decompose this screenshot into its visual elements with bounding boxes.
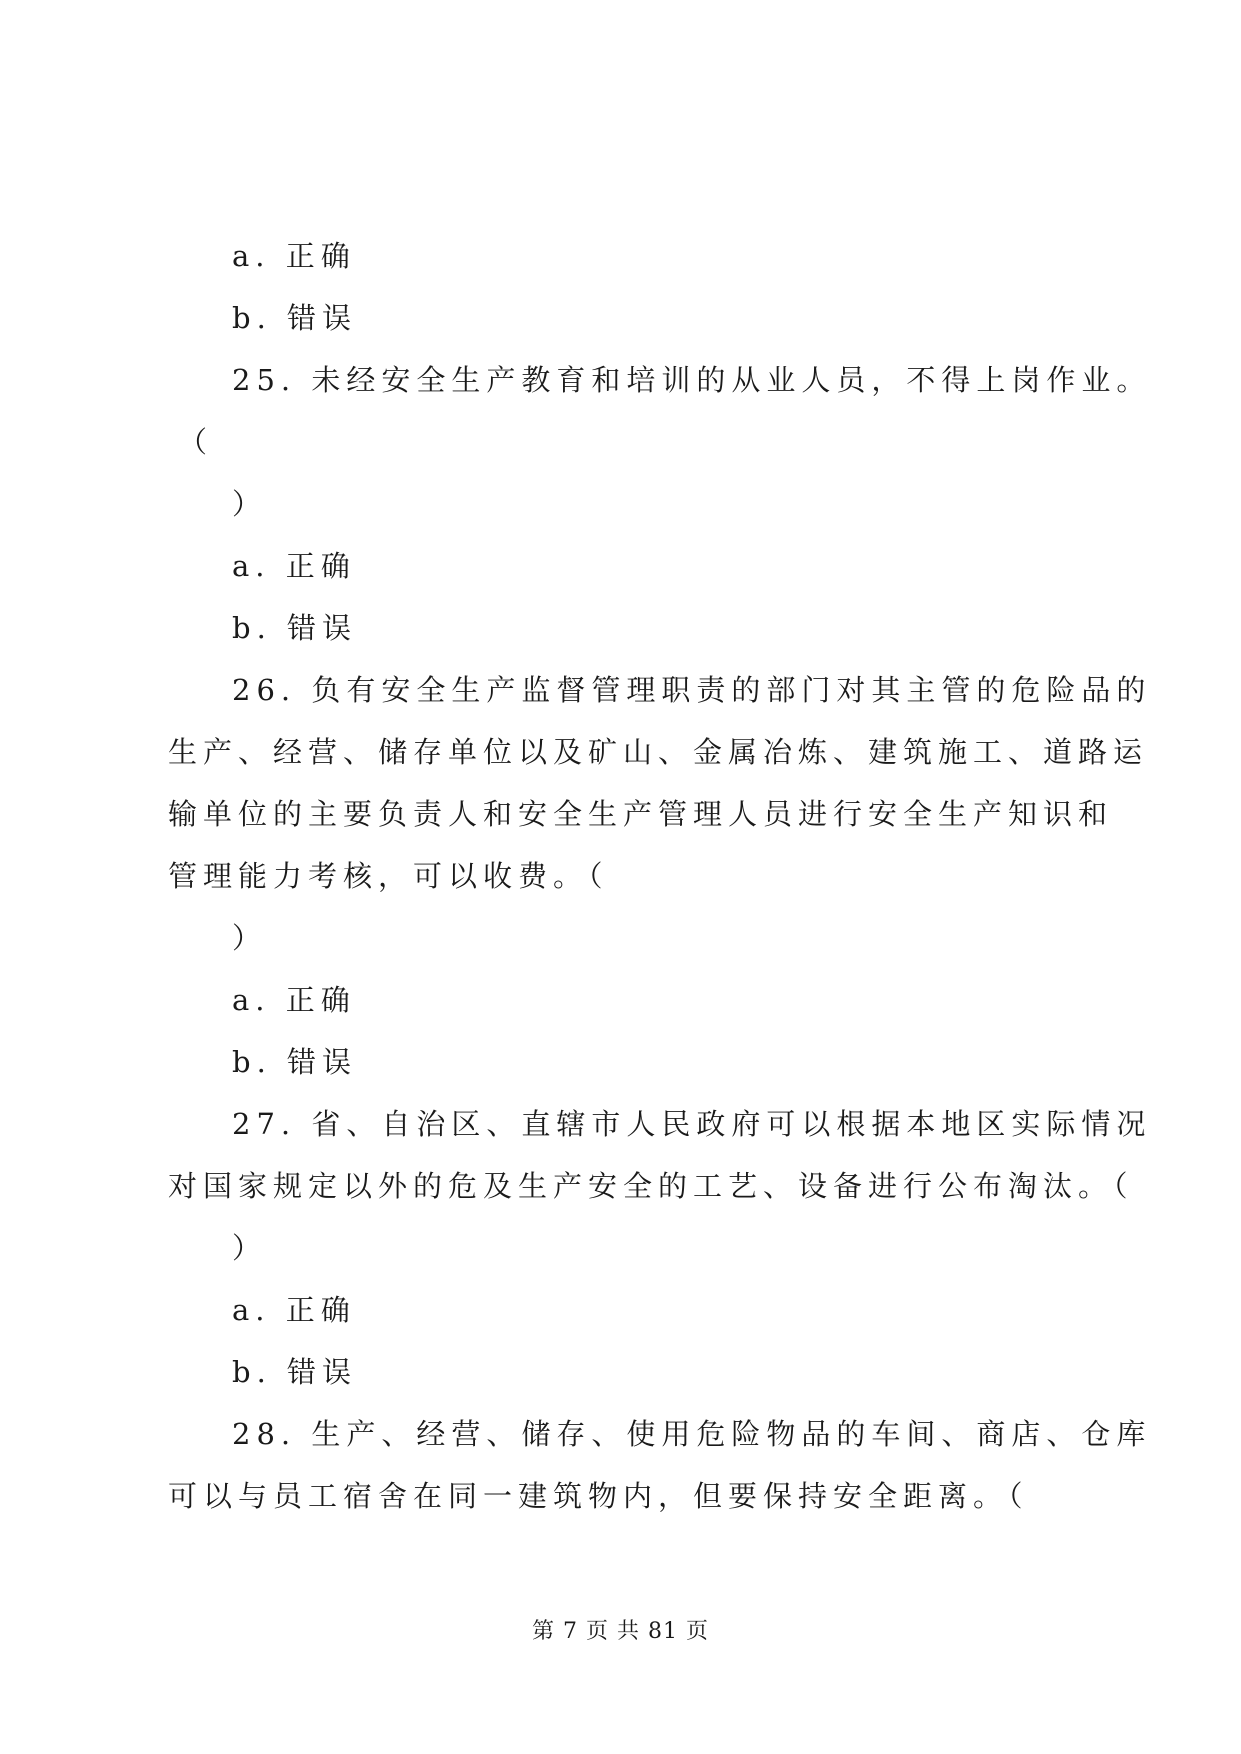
q26-option-b: b. 错误 <box>232 1045 358 1079</box>
question-27-line-2: 对国家规定以外的危及生产安全的工艺、设备进行公布淘汰。（ <box>168 1169 1134 1203</box>
q24-option-b: b. 错误 <box>232 301 358 335</box>
question-26-line-2: 生产、经营、储存单位以及矿山、金属冶炼、建筑施工、道路运 <box>168 735 1149 769</box>
question-26-line-4: 管理能力考核，可以收费。（ <box>168 859 609 893</box>
page-number-footer: 第 7 页 共 81 页 <box>532 1619 709 1644</box>
q26-option-a: a. 正确 <box>232 983 356 1017</box>
question-26-line-3: 输单位的主要负责人和安全生产管理人员进行安全生产知识和 <box>168 797 1114 831</box>
q24-option-a: a. 正确 <box>232 239 356 273</box>
question-27-text: 27. 省、自治区、直辖市人民政府可以根据本地区实际情况 <box>232 1107 1152 1141</box>
question-27-paren-close: ） <box>232 1231 268 1265</box>
q27-option-a: a. 正确 <box>232 1293 356 1327</box>
q27-option-b: b. 错误 <box>232 1355 358 1389</box>
q25-option-a: a. 正确 <box>232 549 356 583</box>
question-28-text: 28. 生产、经营、储存、使用危险物品的车间、商店、仓库 <box>232 1417 1152 1451</box>
question-28-line-2: 可以与员工宿舍在同一建筑物内，但要保持安全距离。（ <box>168 1479 1029 1513</box>
question-25-paren-open: （ <box>178 425 214 459</box>
question-26-paren-close: ） <box>232 921 268 955</box>
q25-option-b: b. 错误 <box>232 611 358 645</box>
question-25-text: 25. 未经安全生产教育和培训的从业人员，不得上岗作业。 <box>232 363 1152 397</box>
question-25-paren-close: ） <box>232 487 268 521</box>
question-26-text: 26. 负有安全生产监督管理职责的部门对其主管的危险品的 <box>232 673 1152 707</box>
